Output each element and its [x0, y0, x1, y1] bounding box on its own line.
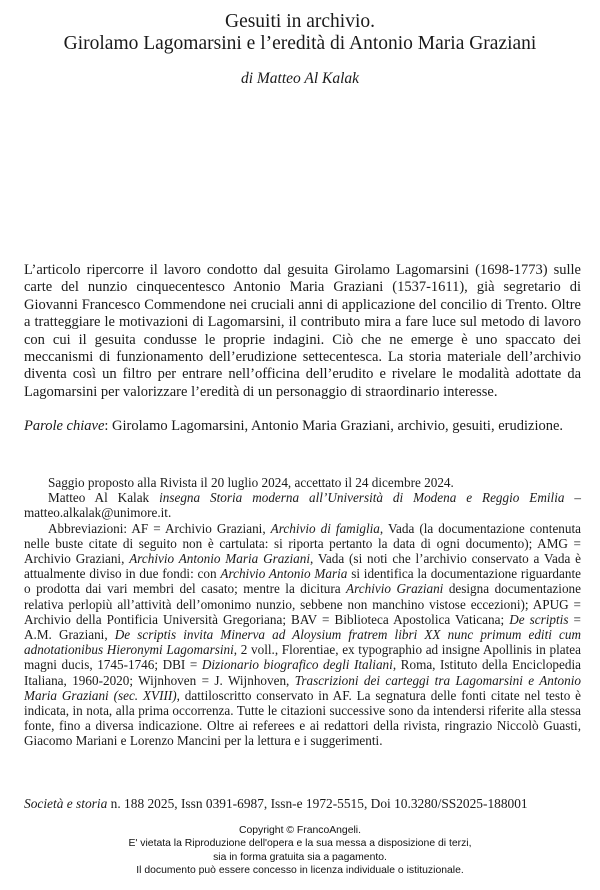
- abbr-text-8: , Roma, Istituto della Enciclopedia Italiana, 1960-2020; Wijnhoven = J. Wijnhoven,: [24, 657, 581, 688]
- keywords: [24, 418, 581, 435]
- author-byline: di Matteo Al Kalak: [240, 70, 360, 87]
- abbr-text-5: designa documentazione relativa perlopiù all’attività dell’omonimo nunzio, sebbene non manchino vistose eccezioni); APUG = Archivio della Pontificia Università Gregoriana; BAV = Biblioteca Apostolica Vaticana;: [24, 581, 581, 627]
- article-title: [0, 11, 600, 55]
- abbr-text-2: , Vada (la documentazione contenuta nelle buste citate di seguito non è cartulata: si riporta pertanto la data di ogni documento); AMG = Archivio Graziani,: [24, 520, 581, 567]
- abbr-text-1: Abbreviazioni: AF = Archivio Graziani,: [48, 520, 271, 536]
- keywords-list: : Girolamo Lagomarsini, Antonio Maria Graziani, archivio, gesuiti, erudizione.: [104, 418, 564, 434]
- journal-citation: [24, 796, 581, 812]
- abbr-text-9: , dattiloscritto conservato in AF. La segnatura delle fonti citate nel testo è indicata, in nota, alla prima occorrenza. Tutte le citazioni successive sono da intendersi riferite alla stessa fonte, fino a diversa indicazione. Oltre ai referees e ai redattori della rivista, ringrazio Niccolò Guasti, Giacomo Mariani e Lorenzo Mancini per la lettura e i suggerimenti.: [24, 687, 581, 749]
- copyright-line-2: E' vietata la Riproduzione dell'opera e la sua messa a disposizione di terzi,: [128, 838, 472, 850]
- article-title-line-1: Gesuiti in archivio.: [224, 11, 375, 32]
- keywords-label: Parole chiave: [24, 418, 105, 434]
- abbr-italic-1: Archivio di famiglia: [270, 520, 380, 536]
- footnotes: [24, 475, 581, 749]
- abbr-italic-8: Trascrizioni dei carteggi tra Lagomarsini e Antonio Maria Graziani (sec. XVIII): [24, 672, 581, 703]
- article-title-line-2: Girolamo Lagomarsini e l’eredità di Antonio Maria Graziani: [63, 33, 537, 54]
- author-note-affiliation: insegna Storia moderna all’Università di Modena e Reggio Emilia: [149, 490, 565, 506]
- abbreviations-note: [24, 521, 581, 749]
- abbr-italic-6: De scriptis invita Minerva ad Aloysium fratrem libri XX nunc primum editi cum adnotationibus Hieronymi Lagomarsini: [24, 627, 581, 658]
- abbr-text-4: si identifica la documentazione riguardante o prodotta dai vari membri del casato; mentre la dicitura: [24, 566, 581, 597]
- author-note-name: Matteo Al Kalak: [48, 490, 150, 506]
- abbr-text-7: , 2 voll., Florentiae, ex typographio ad insigne Apollinis in platea magni ducis, 1745-1746; DBI =: [24, 642, 581, 673]
- journal-details: n. 188 2025, Issn 0391-6987, Issn-e 1972-5515, Doi 10.3280/SS2025-188001: [107, 796, 528, 811]
- copyright-line-1: Copyright © FrancoAngeli.: [238, 825, 361, 836]
- abbr-italic-4: Archivio Graziani: [346, 581, 444, 597]
- author-note-email: – matteo.alkalak@unimore.it.: [24, 490, 581, 521]
- author-note: [24, 490, 581, 520]
- submission-note: Saggio proposto alla Rivista il 20 luglio 2024, accettato il 24 dicembre 2024.: [48, 475, 454, 490]
- copyright-line-3: sia in forma gratuita sia a pagamento.: [213, 851, 387, 863]
- abbr-italic-7: Dizionario biografico degli Italiani: [201, 657, 393, 673]
- abbr-italic-2: Archivio Antonio Maria Graziani: [129, 551, 310, 567]
- abbr-italic-3: Archivio Antonio Maria: [220, 566, 348, 582]
- journal-title: Società e storia: [24, 796, 108, 811]
- abstract-paragraph: L’articolo ripercorre il lavoro condotto dal gesuita Girolamo Lagomarsini (1698-1773) sulle carte del nunzio cinquecentesco Antonio Maria Graziani (1537-1611), già segretario di Giovanni Francesco Commendone nei cruciali anni di applicazione del concilio di Trento. Oltre a tratteggiare le motivazioni di Lagomarsini, il contributo mira a fare luce sul metodo di lavoro con cui il gesuita condusse le proprie indagini. Ciò che ne emerge è uno spaccato dei meccanismi di funzionamento dell’erudizione settecentesca. La storia materiale dell’archivio diventa così un filtro per entrare nell’officina dell’erudito e rivelare le modalità adottate da Lagomarsini per valorizzare l’eredità di un personaggio di straordinario interesse.: [24, 262, 581, 400]
- abbr-text-6: = A.M. Graziani,: [24, 611, 581, 643]
- abbr-italic-5: De scriptis: [509, 611, 569, 627]
- abbr-text-3: , Vada (si noti che l’archivio conservato a Vada è attualmente diviso in due fondi: con: [24, 551, 581, 582]
- copyright-notice: [0, 824, 600, 878]
- copyright-line-4: Il documento può essere concesso in licenza individuale o istituzionale.: [136, 865, 464, 877]
